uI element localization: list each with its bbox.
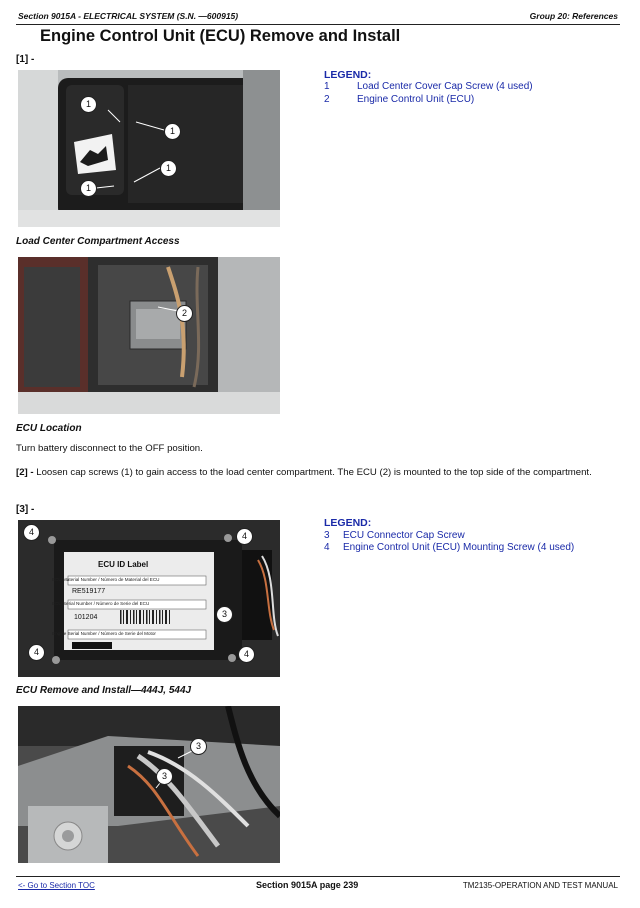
legend2-item-4-num: 4 bbox=[324, 542, 330, 553]
ecu-label-serial-field: ECU Serial Number / Número de Serie del ECU bbox=[52, 601, 150, 606]
callout-4-a: 4 bbox=[23, 524, 40, 541]
instruction-battery: Turn battery disconnect to the OFF position. bbox=[16, 443, 203, 454]
callout-1-a: 1 bbox=[80, 96, 97, 113]
legend1-item-2-text: Engine Control Unit (ECU) bbox=[357, 94, 475, 105]
ecu-label-engine-field: Engine Serial Number / Número de Serie del Motor bbox=[52, 631, 156, 636]
go-to-section-toc-link[interactable]: <- Go to Section TOC bbox=[18, 881, 95, 890]
legend1-item-2-num: 2 bbox=[324, 94, 330, 105]
photo-ecu-remove bbox=[18, 520, 280, 677]
legend2-item-4 bbox=[324, 542, 574, 553]
callout-4-b: 4 bbox=[236, 528, 253, 545]
callout-4-d: 4 bbox=[238, 646, 255, 663]
footer-rule bbox=[16, 876, 620, 877]
legend1-item-1-text: Load Center Cover Cap Screw (4 used) bbox=[357, 81, 533, 92]
photo-load-center-cover bbox=[18, 70, 280, 227]
photo-ecu-location bbox=[18, 257, 280, 414]
step1-label: [1] - bbox=[16, 54, 35, 65]
caption-ecu-location: ECU Location bbox=[16, 423, 82, 434]
legend1-item-1 bbox=[324, 81, 533, 92]
footer-page: Section 9015A page 239 bbox=[256, 880, 359, 890]
legend1-item-2 bbox=[324, 94, 474, 105]
legend2-item-3 bbox=[324, 530, 465, 541]
step2-label: [2] - bbox=[16, 467, 34, 478]
callout-2: 2 bbox=[176, 305, 193, 322]
callout-1-d: 1 bbox=[80, 180, 97, 197]
legend2-heading: LEGEND: bbox=[324, 517, 372, 529]
callout-3: 3 bbox=[216, 606, 233, 623]
page-title: Engine Control Unit (ECU) Remove and Install bbox=[40, 27, 401, 45]
header-group: Group 20: References bbox=[529, 11, 618, 21]
header-section: Section 9015A - ELECTRICAL SYSTEM (S.N. —600915) bbox=[18, 11, 239, 21]
callout-3-a: 3 bbox=[190, 738, 207, 755]
callout-1-b: 1 bbox=[164, 123, 181, 140]
legend1-heading: LEGEND: bbox=[324, 69, 372, 81]
ecu-label-material-field: ECU Material Number / Número de Material del ECU bbox=[52, 577, 160, 582]
callout-4-c: 4 bbox=[28, 644, 45, 661]
step3-label: [3] - bbox=[16, 504, 35, 515]
ecu-label-material-value: RE519177 bbox=[72, 588, 106, 595]
step2-text: Loosen cap screws (1) to gain access to the load center compartment. The ECU (2) is mounted to the top side of the compartment. bbox=[36, 467, 592, 478]
legend2-item-3-text: ECU Connector Cap Screw bbox=[343, 530, 465, 541]
legend1-item-1-num: 1 bbox=[324, 81, 330, 92]
step2-paragraph bbox=[16, 465, 610, 480]
photo-ecu-connector bbox=[18, 706, 280, 863]
ecu-label-title: ECU ID Label bbox=[98, 560, 149, 569]
header-rule bbox=[16, 24, 620, 25]
caption-load-center: Load Center Compartment Access bbox=[16, 236, 180, 247]
footer-manual: TM2135-OPERATION AND TEST MANUAL bbox=[462, 881, 618, 890]
callout-3-b: 3 bbox=[156, 768, 173, 785]
ecu-label-serial-value: 101204 bbox=[74, 614, 98, 621]
legend2-item-4-text: Engine Control Unit (ECU) Mounting Screw (4 used) bbox=[343, 542, 575, 553]
caption-ecu-remove: ECU Remove and Install—444J, 544J bbox=[16, 685, 192, 696]
callout-1-c: 1 bbox=[160, 160, 177, 177]
legend2-item-3-num: 3 bbox=[324, 530, 330, 541]
